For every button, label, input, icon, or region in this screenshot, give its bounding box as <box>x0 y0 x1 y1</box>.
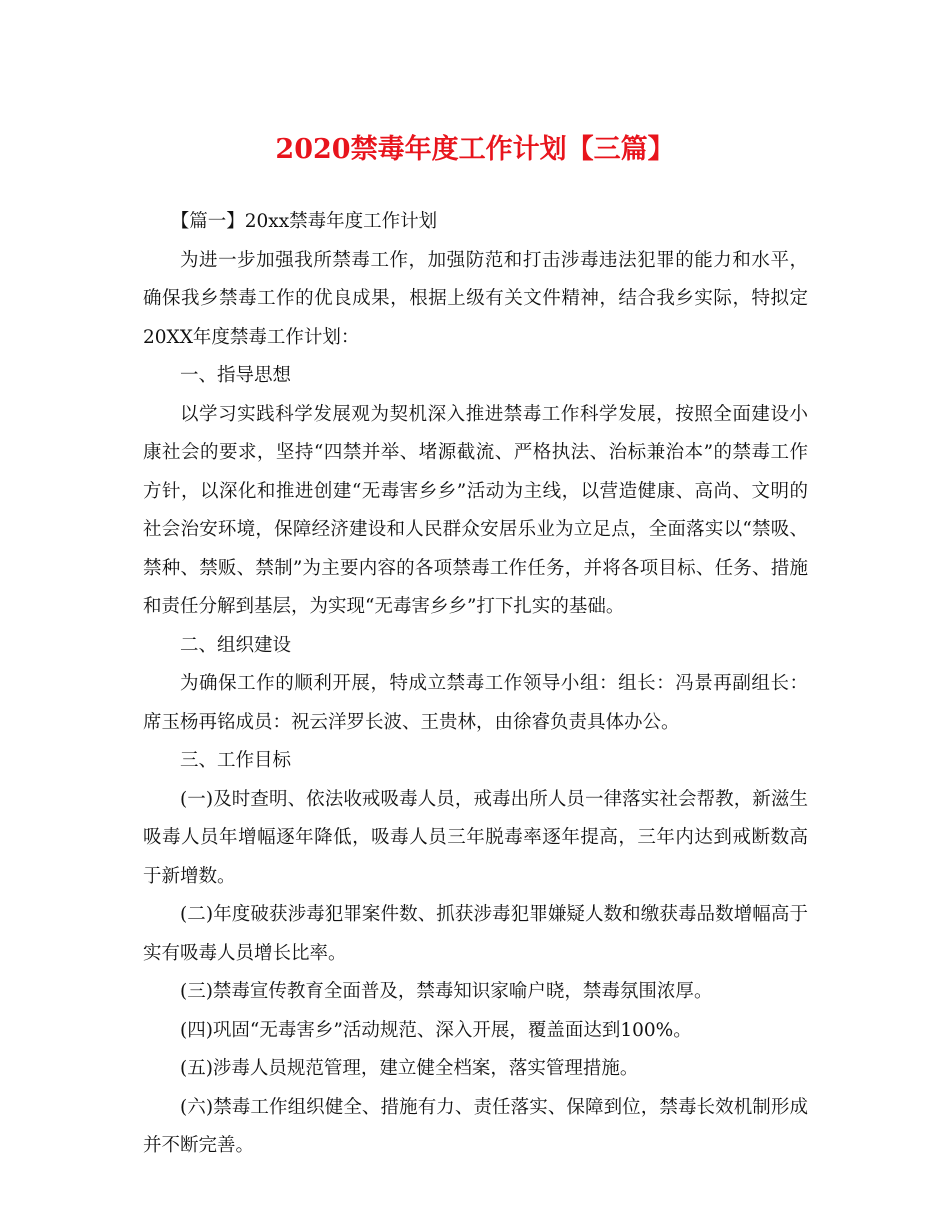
section-heading-organization: 二、组织建设 <box>180 634 292 656</box>
section-heading-guiding-thought: 一、指导思想 <box>180 365 292 386</box>
part-one-heading: 【篇一】20xx禁毒年度工作计划 <box>170 211 438 232</box>
goal-item: (一)及时查明、依法收戒吸毒人员，戒毒出所人员一律落实社会帮教，新滋生吸毒人员年增幅逐年降低，吸毒人员三年脱毒率逐年提高，三年内达到戒断数高于新增数。 <box>143 788 808 887</box>
goal-item: (五)涉毒人员规范管理，建立健全档案，落实管理措施。 <box>180 1058 639 1079</box>
guiding-thought-paragraph: 以学习实践科学发展观为契机深入推进禁毒工作科学发展，按照全面建设小康社会的要求，坚持“四禁并举、堵源截流、严格执法、治标兼治本”的禁毒工作方针，以深化和推进创建“无毒害乡乡”活动为主线，以营造健康、高尚、文明的社会治安环境，保障经济建设和人民群众安居乐业为立足点，全面落实以“禁吸、禁种、禁贩、禁制”为主要内容的各项禁毒工作任务，并将各项目标、任务、措施和责任分解到基层，为实现“无毒害乡乡”打下扎实的基础。 <box>143 403 808 617</box>
goal-item: (四)巩固“无毒害乡”活动规范、深入开展，覆盖面达到100%。 <box>180 1019 692 1041</box>
document-title: 2020禁毒年度工作计划【三篇】 <box>275 134 675 165</box>
goal-item: (三)禁毒宣传教育全面普及，禁毒知识家喻户晓，禁毒氛围浓厚。 <box>180 981 713 1002</box>
goal-item: (六)禁毒工作组织健全、措施有力、责任落实、保障到位，禁毒长效机制形成并不断完善。 <box>143 1096 808 1156</box>
section-heading-goals: 三、工作目标 <box>180 750 292 771</box>
organization-paragraph: 为确保工作的顺利开展，特成立禁毒工作领导小组：组长：冯景再副组长：席玉杨再铭成员：祝云洋罗长波、王贵林，由徐睿负责具体办公。 <box>143 673 808 733</box>
document-body <box>143 203 808 1166</box>
goal-item: (二)年度破获涉毒犯罪案件数、抓获涉毒犯罪嫌疑人数和缴获毒品数增幅高于实有吸毒人员增长比率。 <box>143 904 808 964</box>
intro-paragraph: 为进一步加强我所禁毒工作，加强防范和打击涉毒违法犯罪的能力和水平，确保我乡禁毒工作的优良成果，根据上级有关文件精神，结合我乡实际，特拟定20XX年度禁毒工作计划： <box>143 249 808 348</box>
